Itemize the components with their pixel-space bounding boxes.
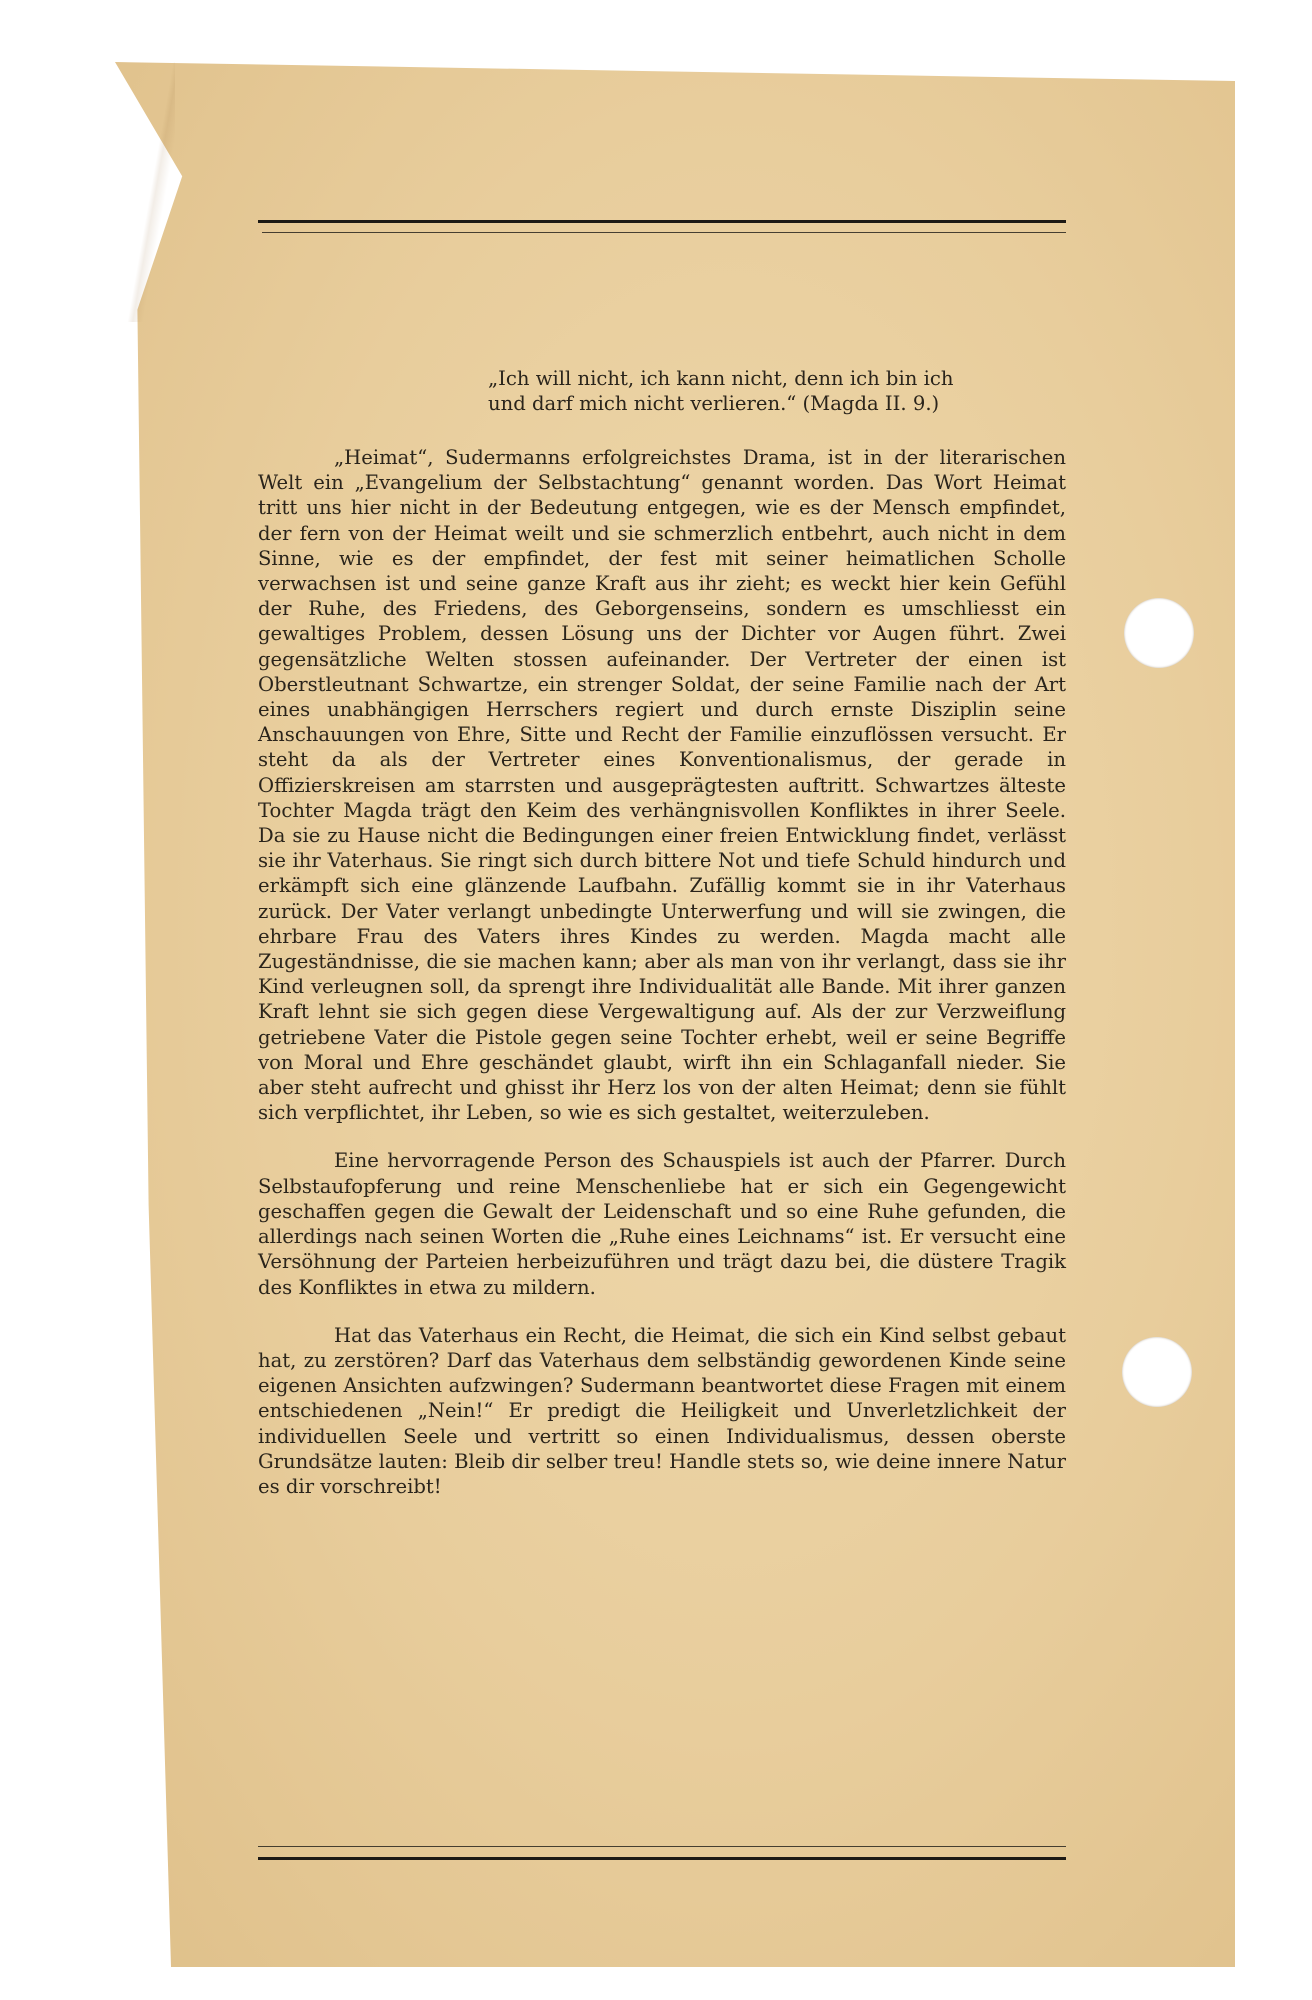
body-text [258,445,1066,1499]
paragraph-3 [258,1323,1066,1499]
epigraph-line-1: „Ich will nicht, ich kann nicht, denn ich bin ich [488,367,954,390]
bottom-rule-thin [258,1846,1066,1847]
top-rule-thick [258,220,1066,223]
top-rule-thin [262,232,1066,233]
epigraph-quote [488,366,1068,416]
paragraph-1 [258,445,1066,1125]
paragraph-3-text: Hat das Vaterhaus ein Recht, die Heimat, die sich ein Kind selbst gebaut hat, zu zerstören? Darf das Vaterhaus dem selbständig gewordenen Kinde seine eigenen Ansichten aufzwingen? Sudermann beantwortet diese Fragen mit einem entschiedenen „Nein!“ Er predigt die Heiligkeit und Unverletzlichkeit der individuellen Seele und vertritt so einen Individualismus, dessen oberste Grundsätze lauten: Bleib dir selber treu! Handle stets so, wie deine innere Natur es dir vorschreibt! [258,1323,1066,1498]
paragraph-2 [258,1148,1066,1299]
epigraph-line-2: und darf mich nicht verlieren.“ (Magda II. 9.) [488,392,940,416]
bottom-rule-thick [258,1857,1066,1860]
paragraph-1-text: „Heimat“, Sudermanns erfolgreichstes Drama, ist in der literarischen Welt ein „Evangelium der Selbstachtung“ genannt worden. Das Wort Heimat tritt uns hier nicht in der Bedeutung entgegen, wie es der Mensch empfindet, der fern von der Heimat weilt und sie schmerzlich entbehrt, auch nicht in dem Sinne, wie es der empfindet, der fest mit seiner heimatlichen Scholle verwachsen ist und seine ganze Kraft aus ihr zieht; es weckt hier kein Gefühl der Ruhe, des Friedens, des Geborgenseins, sondern es umschliesst ein gewaltiges Problem, dessen Lösung uns der Dichter vor Augen führt. Zwei gegensätzliche Welten stossen aufeinander. Der Vertreter der einen ist Oberstleutnant Schwartze, ein strenger Soldat, der seine Familie nach der Art eines unabhängigen Herrschers regiert und durch ernste Disziplin seine Anschauungen von Ehre, Sitte und Recht der Familie einzuflössen versucht. Er steht da als der Vertreter eines Konventionalismus, der gerade in Offizierskreisen am starrsten und ausgeprägtesten auftritt. Schwartzes älteste Tochter Magda trägt den Keim des verhängnisvollen Konfliktes in ihrer Seele. Da sie zu Hause nicht die Bedingungen einer freien Entwicklung findet, verlässt sie ihr Vaterhaus. Sie ringt sich durch bittere Not und tiefe Schuld hindurch und erkämpft sich eine glänzende Laufbahn. Zufällig kommt sie in ihr Vaterhaus zurück. Der Vater verlangt unbedingte Unterwerfung und will sie zwingen, die ehrbare Frau des Vaters ihres Kindes zu werden. Magda macht alle Zugeständnisse, die sie machen kann; aber als man von ihr verlangt, dass sie ihr Kind verleugnen soll, da sprengt ihre Individualität alle Bande. Mit ihrer ganzen Kraft lehnt sie sich gegen diese Vergewaltigung auf. Als der zur Verzweiflung getriebene Vater die Pistole gegen seine Tochter erhebt, weil er seine Begriffe von Moral und Ehre geschändet glaubt, wirft ihn ein Schlaganfall nieder. Sie aber steht aufrecht und ghisst ihr Herz los von der alten Heimat; denn sie fühlt sich verpflichtet, ihr Leben, so wie es sich gestaltet, weiterzuleben. [258,446,1066,1125]
punch-hole-top [1124,598,1194,668]
paragraph-2-text: Eine hervorragende Person des Schauspiels ist auch der Pfarrer. Durch Selbstaufopferung und reine Menschenliebe hat er sich ein Gegengewicht geschaffen gegen die Gewalt der Leidenschaft und so eine Ruhe gefunden, die allerdings nach seinen Worten die „Ruhe eines Leichnams“ ist. Er versucht eine Versöhnung der Parteien herbeizuführen und trägt dazu bei, die düstere Tragik des Konfliktes in etwa zu mildern. [258,1149,1066,1299]
punch-hole-bottom [1122,1337,1192,1407]
